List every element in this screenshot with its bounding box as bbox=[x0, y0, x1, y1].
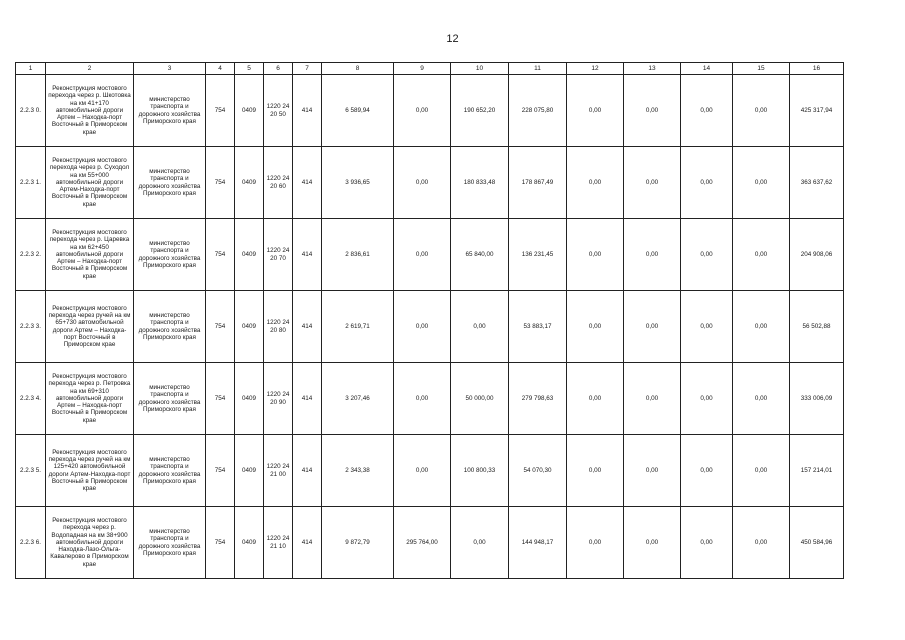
cell-col16: 204 908,06 bbox=[790, 219, 844, 291]
agency: министерство транспорта и дорожного хозяйства Приморского края bbox=[134, 291, 206, 363]
cell-col4: 754 bbox=[206, 147, 235, 219]
column-header: 8 bbox=[322, 63, 394, 75]
cell-col10: 180 833,48 bbox=[451, 147, 509, 219]
column-header: 9 bbox=[394, 63, 451, 75]
cell-col15: 0,00 bbox=[733, 75, 790, 147]
cell-col7: 414 bbox=[293, 75, 322, 147]
column-header: 13 bbox=[624, 63, 681, 75]
cell-col15: 0,00 bbox=[733, 291, 790, 363]
cell-col13: 0,00 bbox=[624, 363, 681, 435]
cell-col4: 754 bbox=[206, 435, 235, 507]
cell-col6: 1220 2420 80 bbox=[264, 291, 293, 363]
cell-col15: 0,00 bbox=[733, 147, 790, 219]
cell-col5: 0409 bbox=[235, 147, 264, 219]
cell-col12: 0,00 bbox=[567, 291, 624, 363]
project-name: Реконструкция мостового перехода через р. Водопадная на км 38+900 автомобильной дороги Находка-Лазо-Ольга-Кавалерово в Приморском крае bbox=[46, 507, 134, 579]
cell-col12: 0,00 bbox=[567, 435, 624, 507]
cell-col6: 1220 2420 50 bbox=[264, 75, 293, 147]
agency: министерство транспорта и дорожного хозяйства Приморского края bbox=[134, 75, 206, 147]
cell-col13: 0,00 bbox=[624, 435, 681, 507]
cell-col7: 414 bbox=[293, 291, 322, 363]
cell-col9: 0,00 bbox=[394, 219, 451, 291]
project-name: Реконструкция мостового перехода через р. Петровка на км 69+310 автомобильной дороги Артем – Находка-порт Восточный в Приморском крае bbox=[46, 363, 134, 435]
cell-col10: 0,00 bbox=[451, 507, 509, 579]
cell-col8: 3 936,65 bbox=[322, 147, 394, 219]
cell-col14: 0,00 bbox=[681, 75, 733, 147]
project-name: Реконструкция мостового перехода через ручей на км 65+730 автомобильной дороги Артем – Находка-порт Восточный в Приморском крае bbox=[46, 291, 134, 363]
column-header: 15 bbox=[733, 63, 790, 75]
cell-col4: 754 bbox=[206, 507, 235, 579]
cell-col6: 1220 2421 00 bbox=[264, 435, 293, 507]
cell-col11: 54 070,30 bbox=[509, 435, 567, 507]
cell-col16: 363 637,62 bbox=[790, 147, 844, 219]
cell-col16: 56 502,88 bbox=[790, 291, 844, 363]
cell-col11: 228 075,80 bbox=[509, 75, 567, 147]
cell-col14: 0,00 bbox=[681, 291, 733, 363]
cell-col13: 0,00 bbox=[624, 291, 681, 363]
cell-col5: 0409 bbox=[235, 291, 264, 363]
cell-col16: 157 214,01 bbox=[790, 435, 844, 507]
column-header: 2 bbox=[46, 63, 134, 75]
cell-col8: 9 872,79 bbox=[322, 507, 394, 579]
cell-col5: 0409 bbox=[235, 219, 264, 291]
cell-col13: 0,00 bbox=[624, 219, 681, 291]
cell-col9: 0,00 bbox=[394, 291, 451, 363]
cell-col6: 1220 2420 70 bbox=[264, 219, 293, 291]
column-header: 10 bbox=[451, 63, 509, 75]
cell-col10: 0,00 bbox=[451, 291, 509, 363]
cell-col8: 2 619,71 bbox=[322, 291, 394, 363]
cell-col15: 0,00 bbox=[733, 435, 790, 507]
cell-col8: 6 589,94 bbox=[322, 75, 394, 147]
row-id: 2.2.3 0. bbox=[16, 75, 46, 147]
cell-col5: 0409 bbox=[235, 435, 264, 507]
agency: министерство транспорта и дорожного хозяйства Приморского края bbox=[134, 435, 206, 507]
column-header: 4 bbox=[206, 63, 235, 75]
project-name: Реконструкция мостового перехода через р. Царевка на км 62+450 автомобильной дороги Артем – Находка-порт Восточный в Приморском крае bbox=[46, 219, 134, 291]
cell-col11: 178 867,49 bbox=[509, 147, 567, 219]
cell-col8: 3 207,46 bbox=[322, 363, 394, 435]
cell-col9: 295 764,00 bbox=[394, 507, 451, 579]
cell-col7: 414 bbox=[293, 147, 322, 219]
cell-col5: 0409 bbox=[235, 75, 264, 147]
cell-col13: 0,00 bbox=[624, 75, 681, 147]
agency: министерство транспорта и дорожного хозяйства Приморского края bbox=[134, 363, 206, 435]
column-header: 11 bbox=[509, 63, 567, 75]
cell-col14: 0,00 bbox=[681, 147, 733, 219]
project-name: Реконструкция мостового перехода через р. Суходол на км 55+000 автомобильной дороги Артем-Находка-порт Восточный в Приморском крае bbox=[46, 147, 134, 219]
row-id: 2.2.3 4. bbox=[16, 363, 46, 435]
cell-col14: 0,00 bbox=[681, 219, 733, 291]
cell-col14: 0,00 bbox=[681, 507, 733, 579]
cell-col12: 0,00 bbox=[567, 363, 624, 435]
cell-col15: 0,00 bbox=[733, 363, 790, 435]
cell-col11: 136 231,45 bbox=[509, 219, 567, 291]
cell-col8: 2 343,38 bbox=[322, 435, 394, 507]
cell-col9: 0,00 bbox=[394, 363, 451, 435]
cell-col6: 1220 2421 10 bbox=[264, 507, 293, 579]
cell-col11: 144 948,17 bbox=[509, 507, 567, 579]
cell-col9: 0,00 bbox=[394, 75, 451, 147]
column-header: 3 bbox=[134, 63, 206, 75]
cell-col11: 279 798,63 bbox=[509, 363, 567, 435]
column-header: 5 bbox=[235, 63, 264, 75]
agency: министерство транспорта и дорожного хозяйства Приморского края bbox=[134, 219, 206, 291]
row-id: 2.2.3 5. bbox=[16, 435, 46, 507]
cell-col10: 65 840,00 bbox=[451, 219, 509, 291]
page-number: 12 bbox=[446, 33, 459, 45]
cell-col10: 50 000,00 bbox=[451, 363, 509, 435]
cell-col16: 450 584,96 bbox=[790, 507, 844, 579]
cell-col14: 0,00 bbox=[681, 435, 733, 507]
cell-col6: 1220 2420 60 bbox=[264, 147, 293, 219]
cell-col15: 0,00 bbox=[733, 219, 790, 291]
cell-col13: 0,00 bbox=[624, 147, 681, 219]
cell-col7: 414 bbox=[293, 507, 322, 579]
row-id: 2.2.3 3. bbox=[16, 291, 46, 363]
cell-col15: 0,00 bbox=[733, 507, 790, 579]
table-row bbox=[16, 507, 844, 579]
column-header: 12 bbox=[567, 63, 624, 75]
table-row bbox=[16, 75, 844, 147]
table-row bbox=[16, 219, 844, 291]
column-header: 16 bbox=[790, 63, 844, 75]
project-name: Реконструкция мостового перехода через ручей на км 125+420 автомобильной дороги Артем-Находка-порт Восточный в Приморском крае bbox=[46, 435, 134, 507]
cell-col10: 100 800,33 bbox=[451, 435, 509, 507]
cell-col9: 0,00 bbox=[394, 147, 451, 219]
column-header: 6 bbox=[264, 63, 293, 75]
row-id: 2.2.3 6. bbox=[16, 507, 46, 579]
column-header: 1 bbox=[16, 63, 46, 75]
agency: министерство транспорта и дорожного хозяйства Приморского края bbox=[134, 507, 206, 579]
column-header: 7 bbox=[293, 63, 322, 75]
cell-col10: 190 652,20 bbox=[451, 75, 509, 147]
cell-col12: 0,00 bbox=[567, 147, 624, 219]
cell-col13: 0,00 bbox=[624, 507, 681, 579]
cell-col4: 754 bbox=[206, 219, 235, 291]
cell-col14: 0,00 bbox=[681, 363, 733, 435]
budget-table bbox=[15, 62, 844, 579]
cell-col7: 414 bbox=[293, 363, 322, 435]
table-row bbox=[16, 147, 844, 219]
cell-col16: 425 317,94 bbox=[790, 75, 844, 147]
cell-col4: 754 bbox=[206, 363, 235, 435]
cell-col8: 2 836,61 bbox=[322, 219, 394, 291]
cell-col12: 0,00 bbox=[567, 219, 624, 291]
project-name: Реконструкция мостового перехода через р. Шкотовка на км 41+170 автомобильной дороги Артем – Находка-порт Восточный в Приморском крае bbox=[46, 75, 134, 147]
table-row bbox=[16, 363, 844, 435]
table-row bbox=[16, 291, 844, 363]
cell-col9: 0,00 bbox=[394, 435, 451, 507]
cell-col6: 1220 2420 90 bbox=[264, 363, 293, 435]
cell-col4: 754 bbox=[206, 75, 235, 147]
column-header: 14 bbox=[681, 63, 733, 75]
cell-col16: 333 006,09 bbox=[790, 363, 844, 435]
cell-col12: 0,00 bbox=[567, 75, 624, 147]
cell-col7: 414 bbox=[293, 219, 322, 291]
table-row bbox=[16, 435, 844, 507]
cell-col12: 0,00 bbox=[567, 507, 624, 579]
cell-col4: 754 bbox=[206, 291, 235, 363]
row-id: 2.2.3 1. bbox=[16, 147, 46, 219]
cell-col5: 0409 bbox=[235, 507, 264, 579]
cell-col7: 414 bbox=[293, 435, 322, 507]
cell-col11: 53 883,17 bbox=[509, 291, 567, 363]
row-id: 2.2.3 2. bbox=[16, 219, 46, 291]
header-row bbox=[16, 63, 844, 75]
cell-col5: 0409 bbox=[235, 363, 264, 435]
agency: министерство транспорта и дорожного хозяйства Приморского края bbox=[134, 147, 206, 219]
